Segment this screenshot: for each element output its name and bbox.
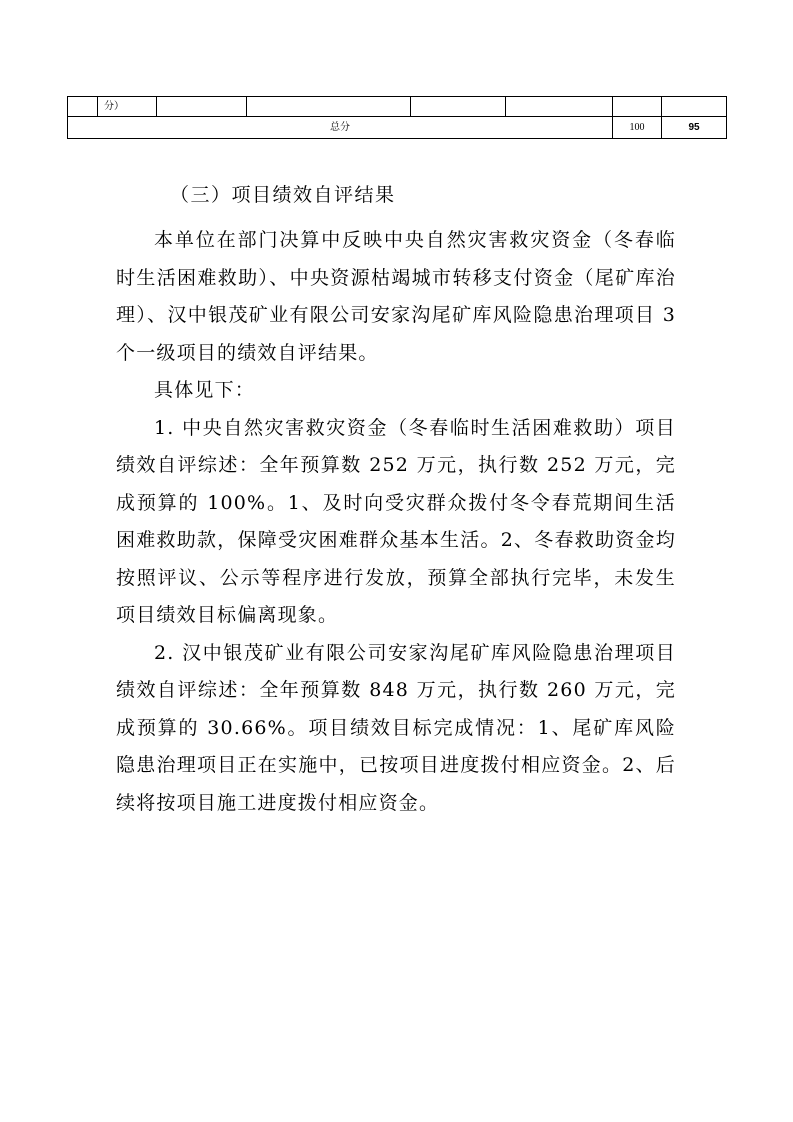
table-cell [506, 97, 613, 117]
total-label: 总分 [68, 117, 613, 139]
total-score: 95 [662, 117, 727, 139]
table-cell [68, 97, 98, 117]
paragraph-intro: 本单位在部门决算中反映中央自然灾害救灾资金（冬春临时生活困难救助）、中央资源枯竭城市转移支付资金（尾矿库治理）、汉中银茂矿业有限公司安家沟尾矿库风险隐患治理项目 3 个一级项目的绩效自评结果。 [116, 229, 676, 364]
body-text [116, 222, 676, 822]
table-cell [411, 97, 506, 117]
paragraph-project-1: 1. 中央自然灾害救灾资金（冬春临时生活困难救助）项目绩效自评综述：全年预算数 252 万元，执行数 252 万元，完成预算的 100%。1、及时向受灾群众拨付冬令春荒期间生活困难救助款，保障受灾困难群众基本生活。2、冬春救助资金均按照评议、公示等程序进行发放，预算全部执行完毕，未发生项目绩效目标偏离现象。 [116, 416, 676, 626]
table-cell [613, 97, 662, 117]
section-heading: （三）项目绩效自评结果 [170, 184, 396, 206]
score-table [67, 96, 727, 139]
table-cell [157, 97, 247, 117]
table-cell [662, 97, 727, 117]
table-cell-label: 分） [98, 97, 157, 117]
full-score: 100 [613, 117, 662, 139]
table-row-partial [68, 97, 727, 117]
table-row-total [68, 117, 727, 139]
paragraph-details-lead: 具体见下： [154, 379, 256, 401]
table-cell [247, 97, 411, 117]
paragraph-project-2: 2. 汉中银茂矿业有限公司安家沟尾矿库风险隐患治理项目绩效自评综述：全年预算数 848 万元，执行数 260 万元，完成预算的 30.66%。项目绩效目标完成情况：1、尾矿库风险隐患治理项目正在实施中，已按项目进度拨付相应资金。2、后续将按项目施工进度拨付相应资金。 [116, 641, 676, 814]
